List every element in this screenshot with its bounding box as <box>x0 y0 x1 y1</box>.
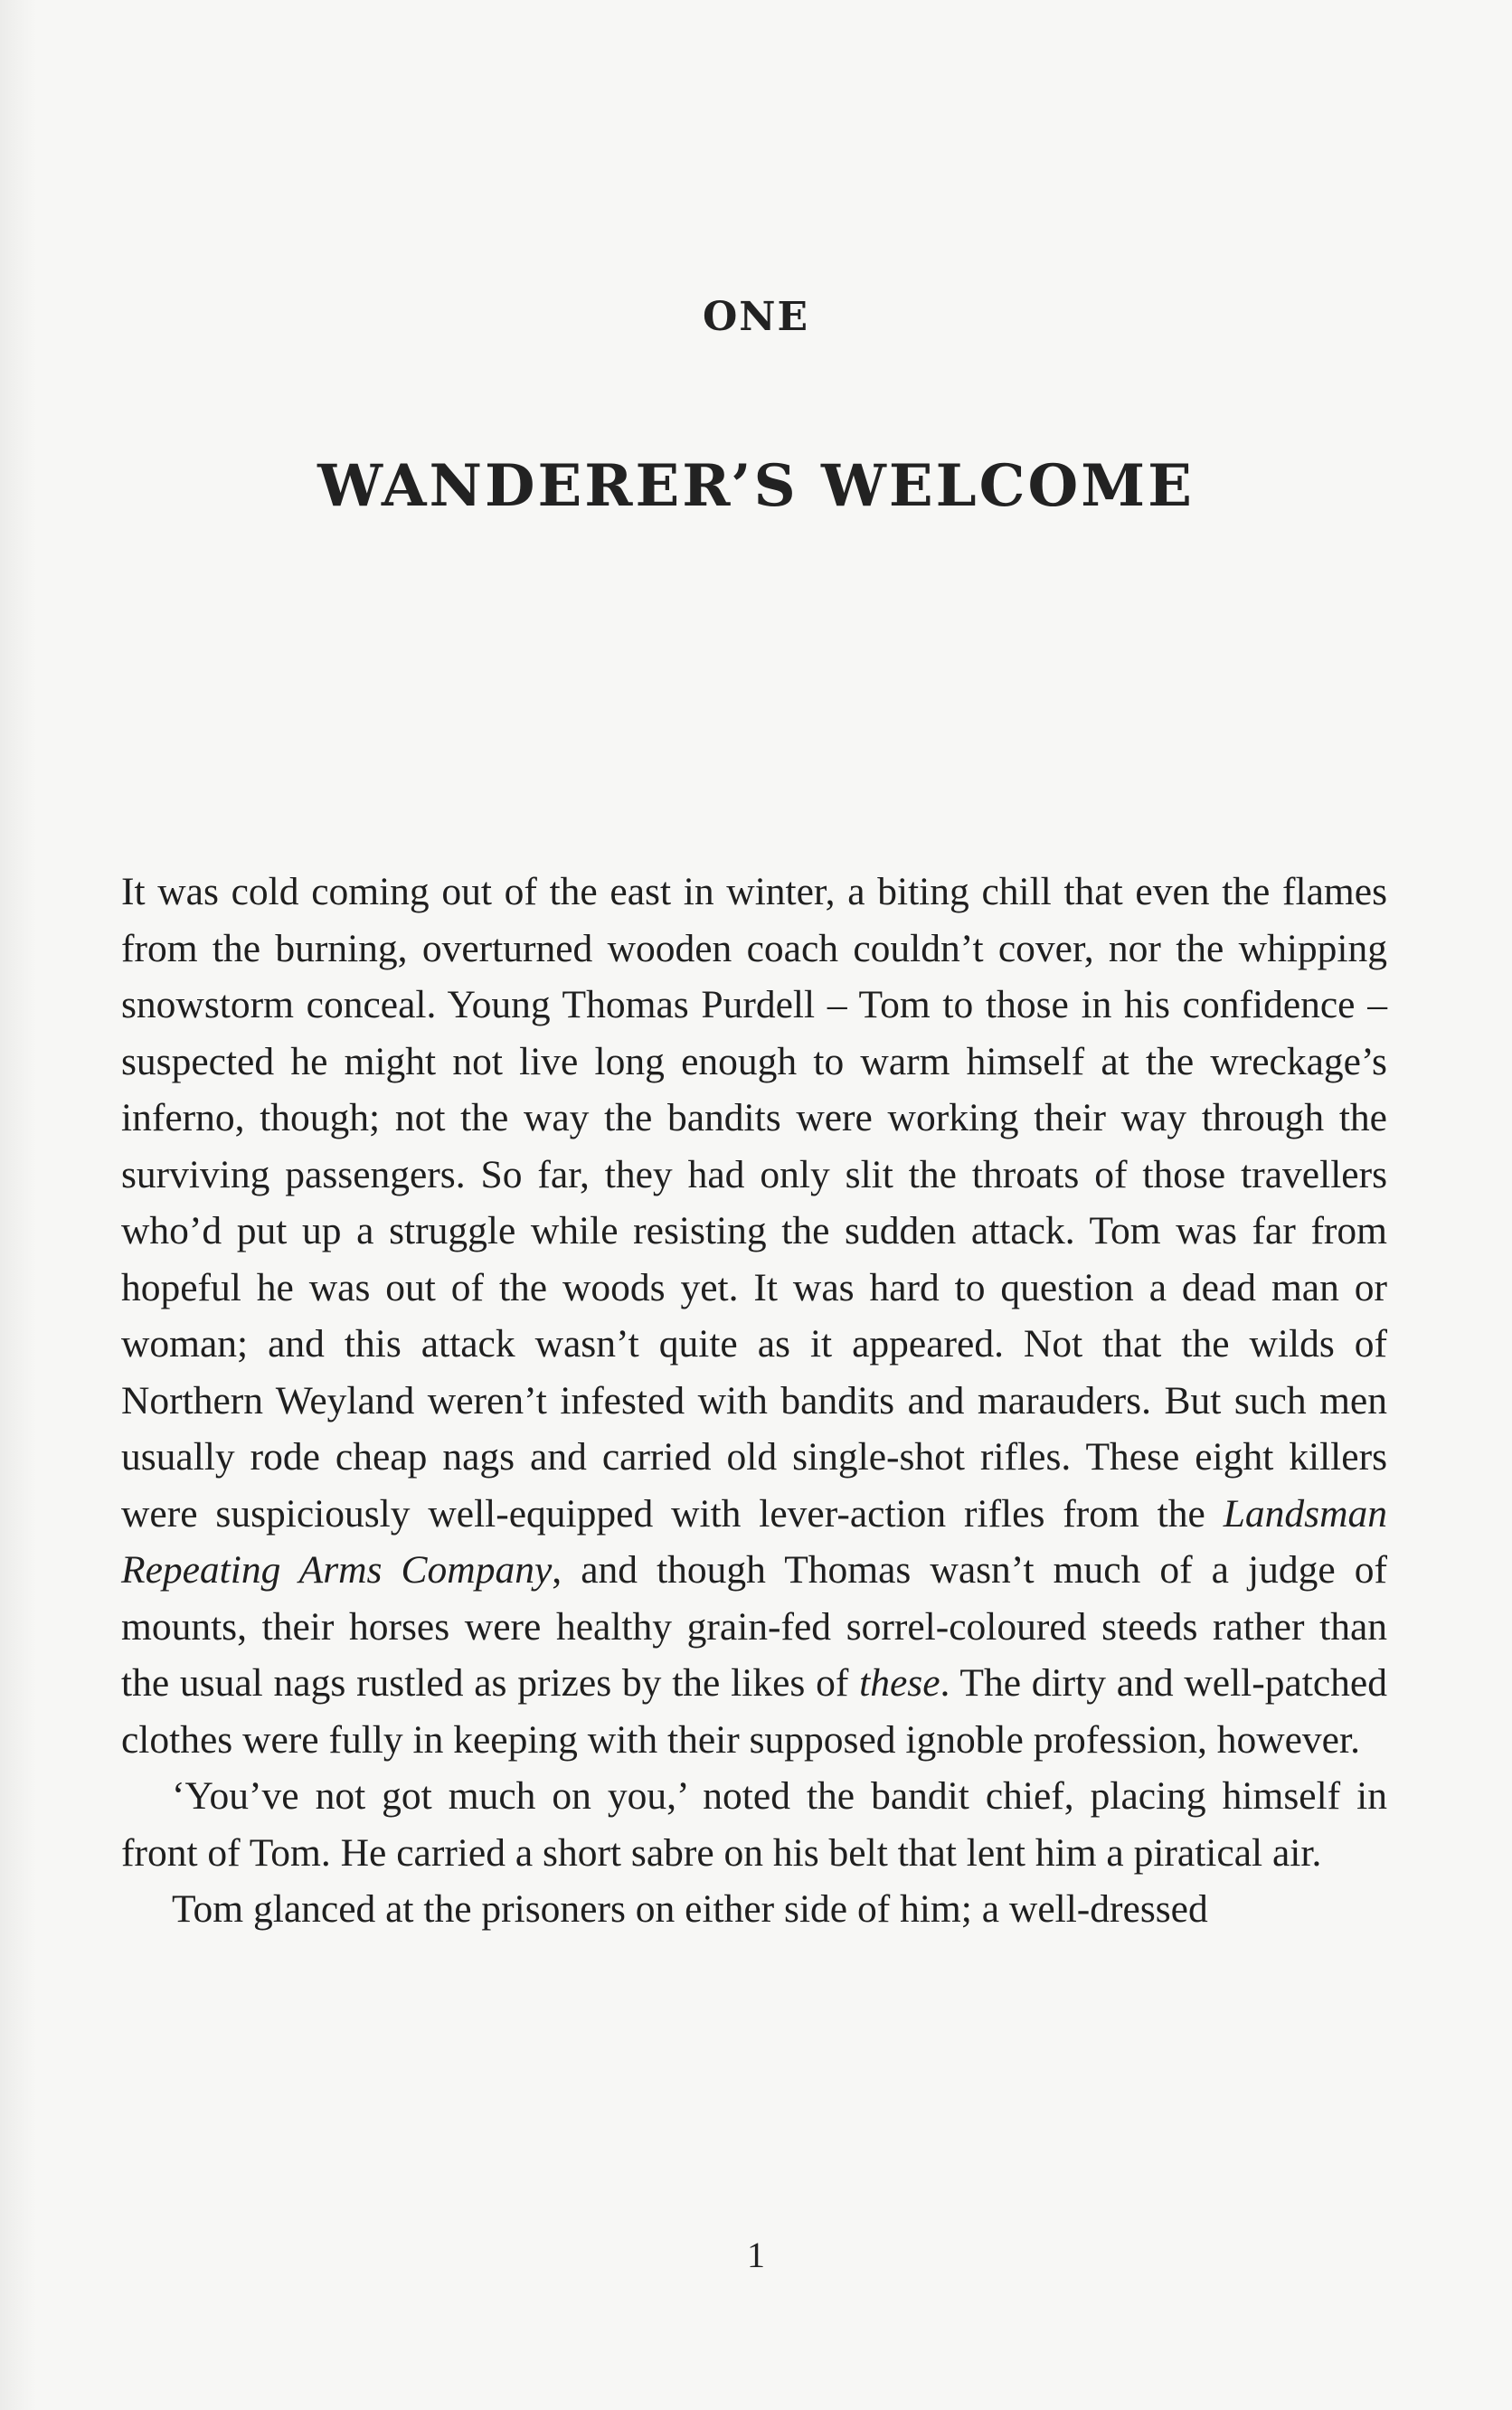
chapter-number: ONE <box>702 294 810 340</box>
body-text <box>121 864 1387 1938</box>
paragraph <box>121 864 1387 1768</box>
page-edge-shadow <box>0 0 36 2410</box>
paragraph <box>121 1881 1387 1938</box>
paragraph <box>121 1768 1387 1881</box>
italic-text: these <box>859 1661 940 1705</box>
chapter-title: WANDERER’S WELCOME <box>317 452 1195 520</box>
italic-text: Landsman Repeating Arms Company <box>121 1491 1387 1592</box>
text-segment: Tom glanced at the prisoners on either side of him; a well-dressed <box>172 1887 1208 1931</box>
text-segment: . The dirty and well-patched clothes were fully in keeping with their supposed ignoble profession, however. <box>121 1661 1387 1762</box>
text-segment: , and though Thomas wasn’t much of a judge of mounts, their horses were healthy grain-fed sorrel-coloured steeds rather than the usual nags rustled as prizes by the likes of <box>121 1548 1387 1705</box>
page-number: 1 <box>747 2235 765 2275</box>
text-segment: ‘You’ve not got much on you,’ noted the bandit chief, placing himself in front of Tom. He carried a short sabre on his belt that lent him a piratical air. <box>121 1774 1387 1875</box>
text-segment: It was cold coming out of the east in winter, a biting chill that even the flames from the burning, overturned wooden coach couldn’t cover, nor the whipping snowstorm conceal. Young Thomas Purdell – Tom to those in his confidence – suspected he might not live long enough to warm himself at the wreckage’s inferno, though; not the way the bandits were working their way through the surviving passengers. So far, they had only slit the throats of those travellers who’d put up a struggle while resisting the sudden attack. Tom was far from hopeful he was out of the woods yet. It was hard to question a dead man or woman; and this attack wasn’t quite as it appeared. Not that the wilds of Northern Weyland weren’t infested with bandits and marauders. But such men usually rode cheap nags and carried old single-shot rifles. These eight killers were suspiciously well-equipped with lever-action rifles from the <box>121 870 1387 1536</box>
